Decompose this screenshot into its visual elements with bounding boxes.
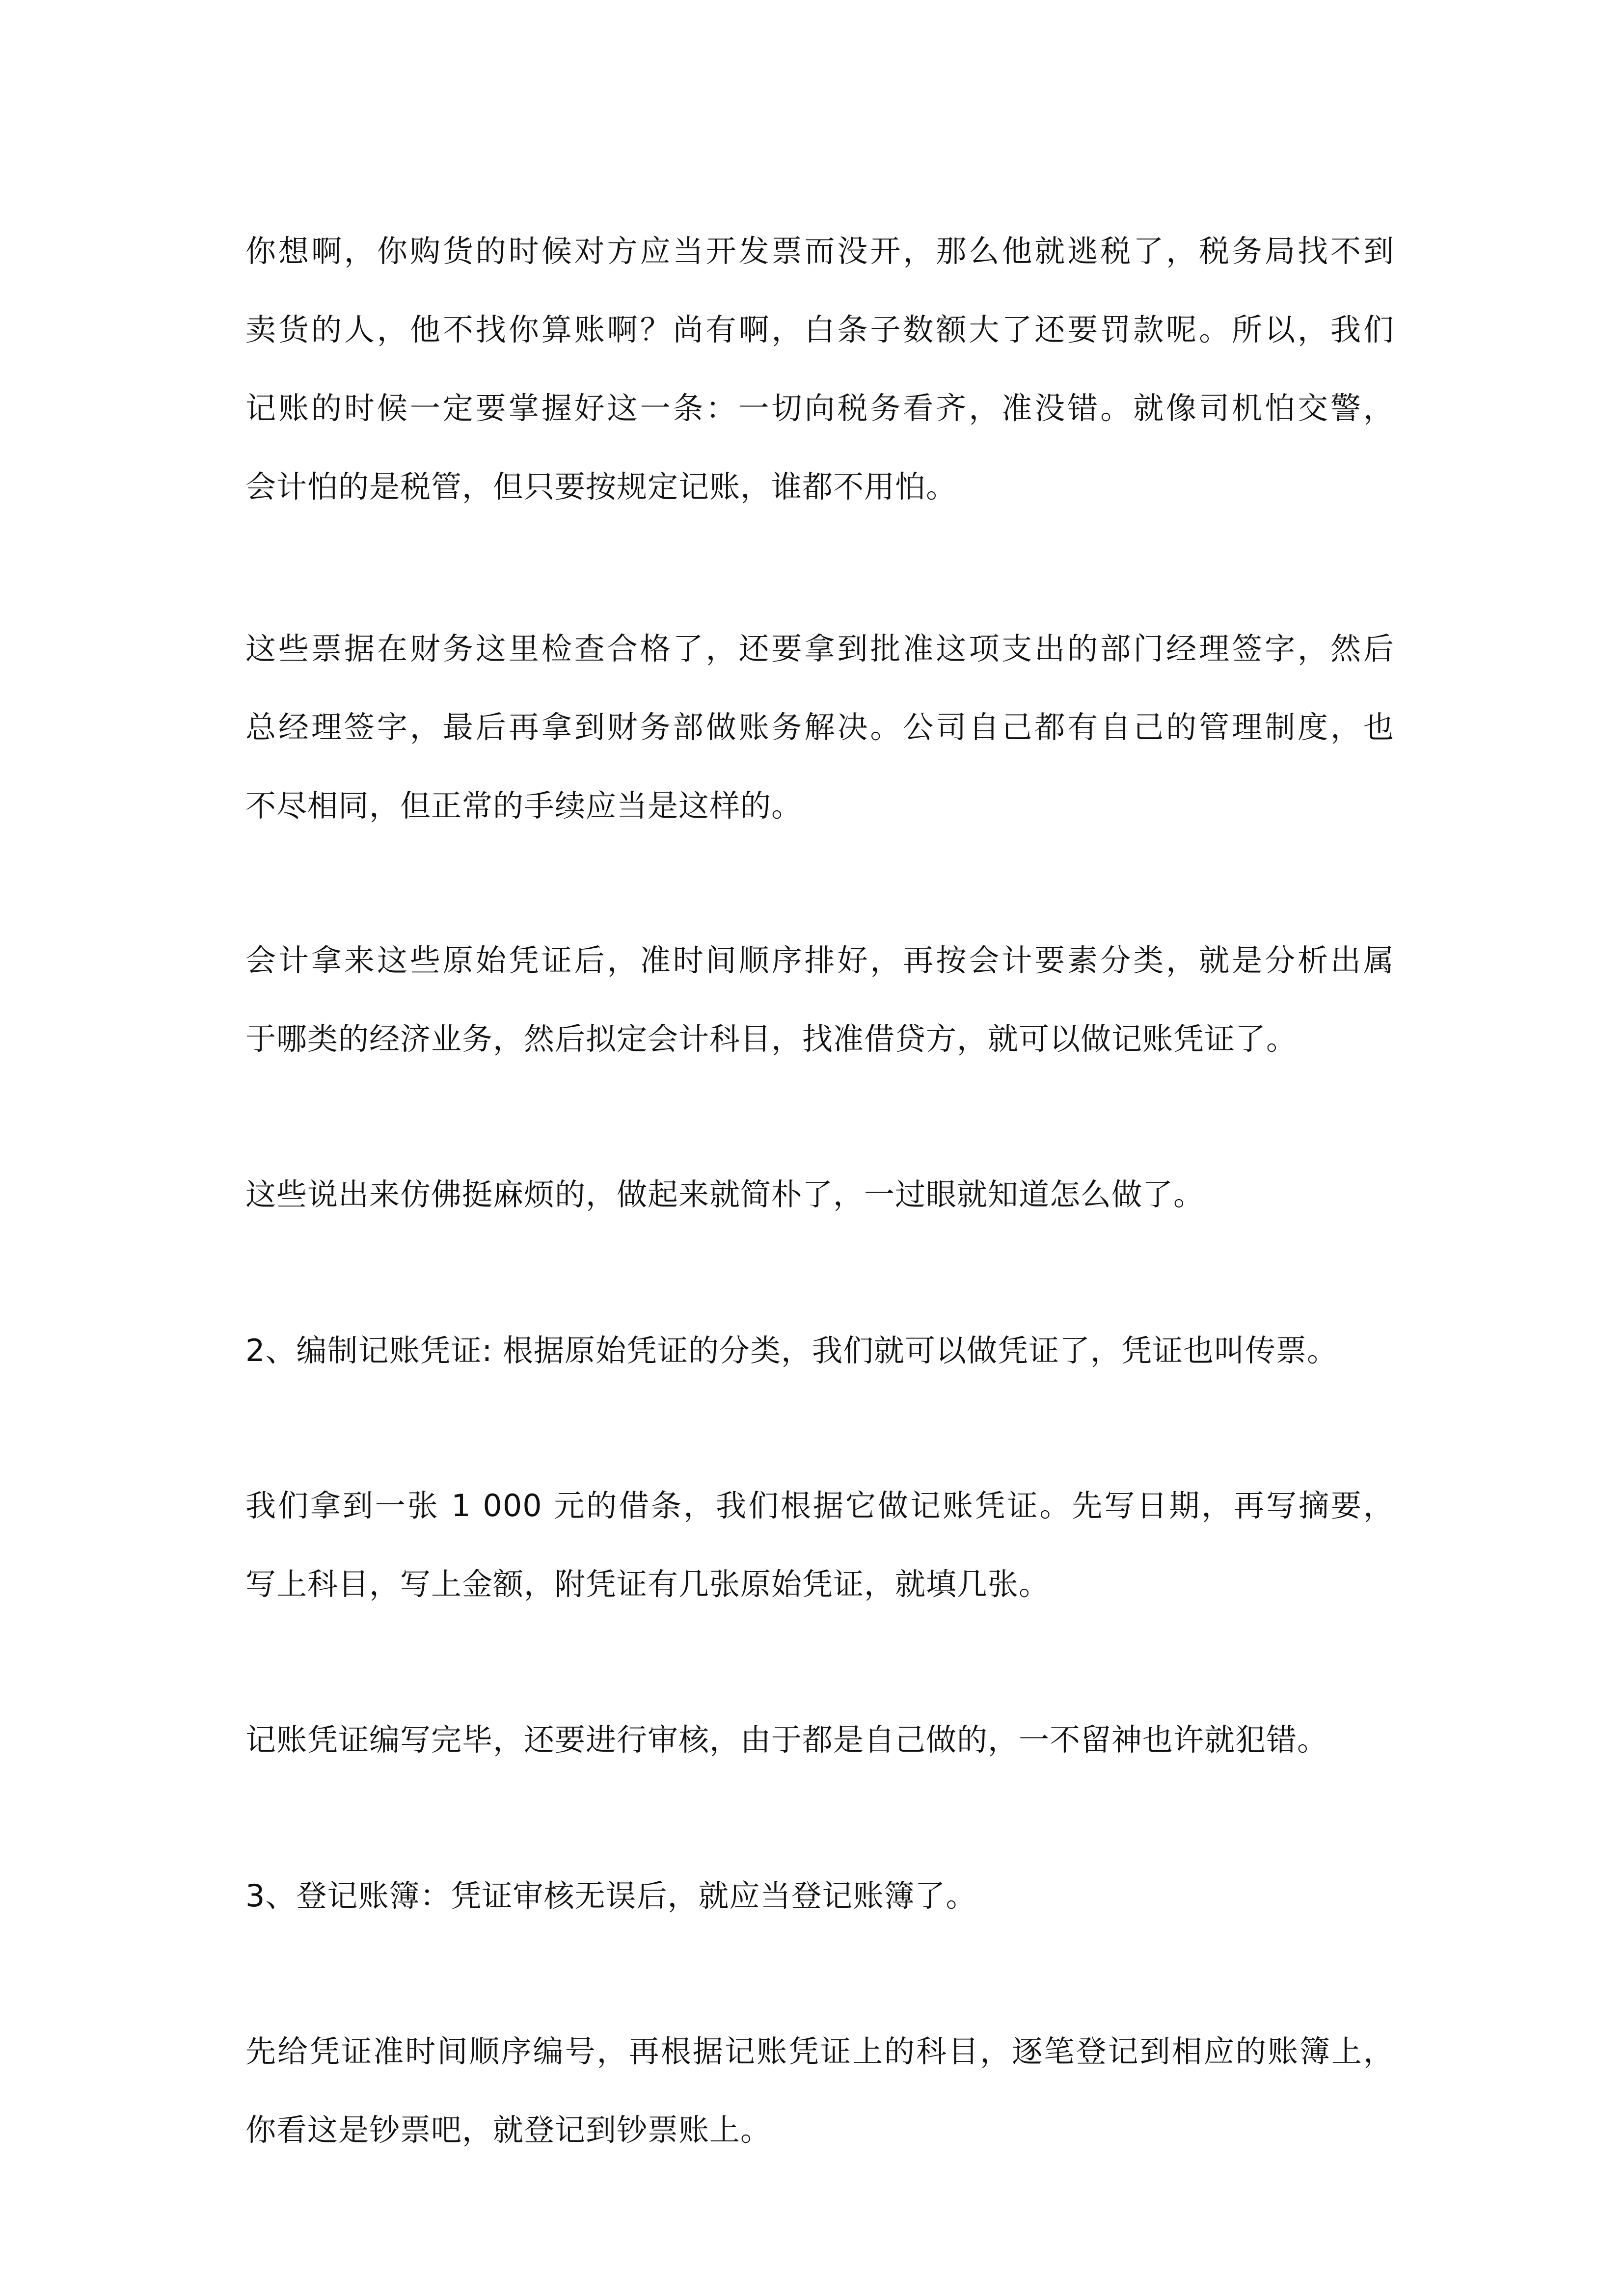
paragraph-6 bbox=[245, 1467, 1394, 1624]
text-line: 不尽相同，但正常的手续应当是这样的。 bbox=[245, 788, 803, 824]
text-line: 我们拿到一张 1 000 元的借条，我们根据它做记账凭证。先写日期，再写摘要， bbox=[245, 1488, 1394, 1523]
text-line: 写上科目，写上金额，附凭证有几张原始凭证，就填几张。 bbox=[245, 1566, 1050, 1602]
paragraph-8 bbox=[245, 1857, 1394, 1935]
text-line: 3、登记账簿：凭证审核无误后，就应当登记账簿了。 bbox=[245, 1878, 977, 1914]
paragraph-3 bbox=[245, 921, 1394, 1078]
paragraph-1 bbox=[245, 212, 1394, 526]
text-line: 先给凭证准时间顺序编号，再根据记账凭证上的科目，逐笔登记到相应的账簿上， bbox=[245, 2033, 1394, 2069]
text-line: 记账的时候一定要掌握好这一条：一切向税务看齐，准没错。就像司机怕交警， bbox=[245, 390, 1394, 426]
text-line: 会计怕的是税管，但只要按规定记账，谁都不用怕。 bbox=[245, 469, 957, 505]
text-line: 这些说出来仿佛挺麻烦的，做起来就简朴了，一过眼就知道怎么做了。 bbox=[245, 1176, 1205, 1212]
paragraph-5 bbox=[245, 1311, 1394, 1390]
text-line: 你看这是钞票吧，就登记到钞票账上。 bbox=[245, 2112, 772, 2148]
paragraph-7 bbox=[245, 1701, 1394, 1779]
text-line: 记账凭证编写完毕，还要进行审核，由于都是自己做的，一不留神也许就犯错。 bbox=[245, 1722, 1328, 1758]
text-line: 这些票据在财务这里检查合格了，还要拿到批准这项支出的部门经理签字，然后 bbox=[245, 631, 1394, 667]
text-line: 你想啊，你购货的时候对方应当开发票而没开，那么他就逃税了，税务局找不到 bbox=[245, 233, 1394, 269]
text-line: 卖货的人，他不找你算账啊？尚有啊，白条子数额大了还要罚款呢。所以，我们 bbox=[245, 312, 1394, 347]
text-line: 会计拿来这些原始凭证后，准时间顺序排好，再按会计要素分类，就是分析出属 bbox=[245, 942, 1394, 978]
text-line: 总经理签字，最后再拿到财务部做账务解决。公司自己都有自己的管理制度，也 bbox=[245, 709, 1394, 745]
paragraph-4 bbox=[245, 1155, 1394, 1234]
paragraph-2 bbox=[245, 610, 1394, 845]
paragraph-9 bbox=[245, 2012, 1394, 2169]
text-line: 2、编制记账凭证: 根据原始凭证的分类，我们就可以做凭证了，凭证也叫传票。 bbox=[245, 1333, 1338, 1368]
text-line: 于哪类的经济业务，然后拟定会计科目，找准借贷方，就可以做记账凭证了。 bbox=[245, 1021, 1298, 1057]
